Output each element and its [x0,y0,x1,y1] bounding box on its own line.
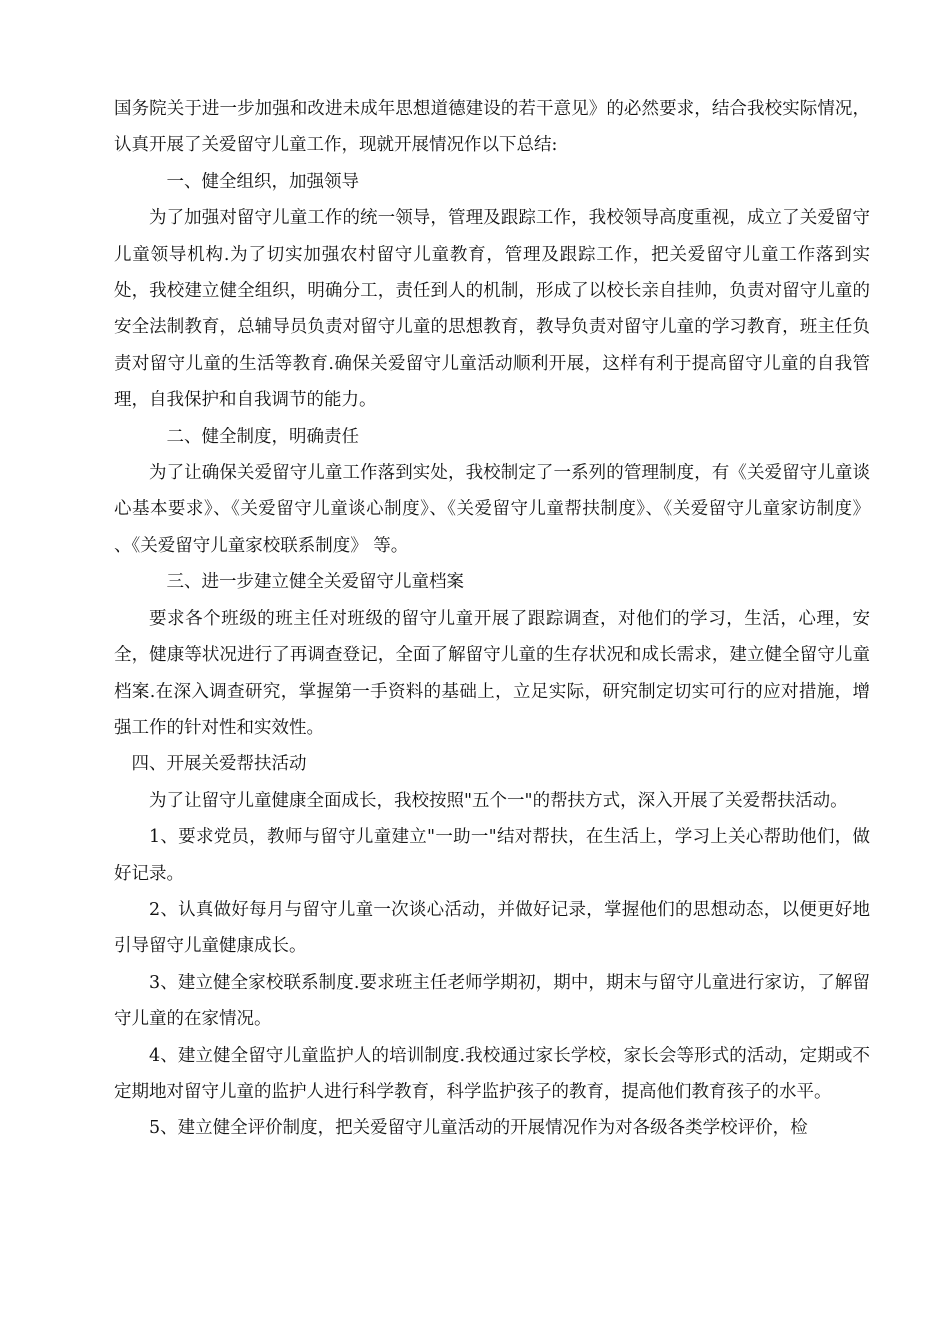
list-item-5: 5、建立健全评价制度，把关爱留守儿童活动的开展情况作为对各级各类学校评价，检 [149,1118,808,1139]
list-item-4: 4、建立健全留守儿童监护人的培训制度.我校通过家长学校，家长会等形式的活动，定期或不定期地对留守儿童的监护人进行科学教育，科学监护孩子的教育，提高他们教育孩子的水平。 [114,1045,870,1102]
section-heading-1: 一、健全组织，加强领导 [166,171,359,192]
paragraph-archives: 要求各个班级的班主任对班级的留守儿童开展了跟踪调查，对他们的学习，生活，心理，安全，健康等状况进行了再调查登记，全面了解留守儿童的生存状况和成长需求，建立健全留守儿童档案.在深入调查研究，掌握第一手资料的基础上，立足实际，研究制定切实可行的应对措施，增强工作的针对性和实效性。 [114,608,870,738]
list-item-2: 2、认真做好每月与留守儿童一次谈心活动，并做好记录，掌握他们的思想动态，以便更好地引导留守儿童健康成长。 [114,899,870,957]
section-heading-2: 二、健全制度，明确责任 [166,426,359,447]
list-item-3: 3、建立健全家校联系制度.要求班主任老师学期初，期中，期末与留守儿童进行家访，了解留守儿童的在家情况。 [114,972,870,1030]
section-heading-4: 四、开展关爱帮扶活动 [131,754,307,775]
paragraph-activities-intro: 为了让留守儿童健康全面成长，我校按照"五个一"的帮扶方式，深入开展了关爱帮扶活动。 [149,790,848,811]
list-item-1: 1、要求党员，教师与留守儿童建立"一助一"结对帮扶，在生活上，学习上关心帮助他们，做好记录。 [114,827,870,884]
paragraph-organization: 为了加强对留守儿童工作的统一领导，管理及跟踪工作，我校领导高度重视，成立了关爱留守儿童领导机构.为了切实加强农村留守儿童教育，管理及跟踪工作，把关爱留守儿童工作落到实处，我校建立健全组织，明确分工，责任到人的机制，形成了以校长亲自挂帅，负责对留守儿童的安全法制教育，总辅导员负责对留守儿童的思想教育，教导负责对留守儿童的学习教育，班主任负责对留守儿童的生活等教育.确保关爱留守儿童活动顺利开展，这样有利于提高留守儿童的自我管理，自我保护和自我调节的能力。 [114,208,870,411]
paragraph-system: 为了让确保关爱留守儿童工作落到实处，我校制定了一系列的管理制度，有《关爱留守儿童谈心基本要求》、《关爱留守儿童谈心制度》、《关爱留守儿童帮扶制度》、《关爱留守儿童家访制度》 、《关爱留守儿童家校联系制度》 等。 [114,463,870,556]
document-body [114,91,870,1147]
paragraph-intro-continuation: 国务院关于进一步加强和改进未成年思想道德建设的若干意见》的必然要求，结合我校实际情况，认真开展了关爱留守儿童工作，现就开展情况作以下总结: [114,99,870,156]
section-heading-3: 三、进一步建立健全关爱留守儿童档案 [166,572,464,593]
